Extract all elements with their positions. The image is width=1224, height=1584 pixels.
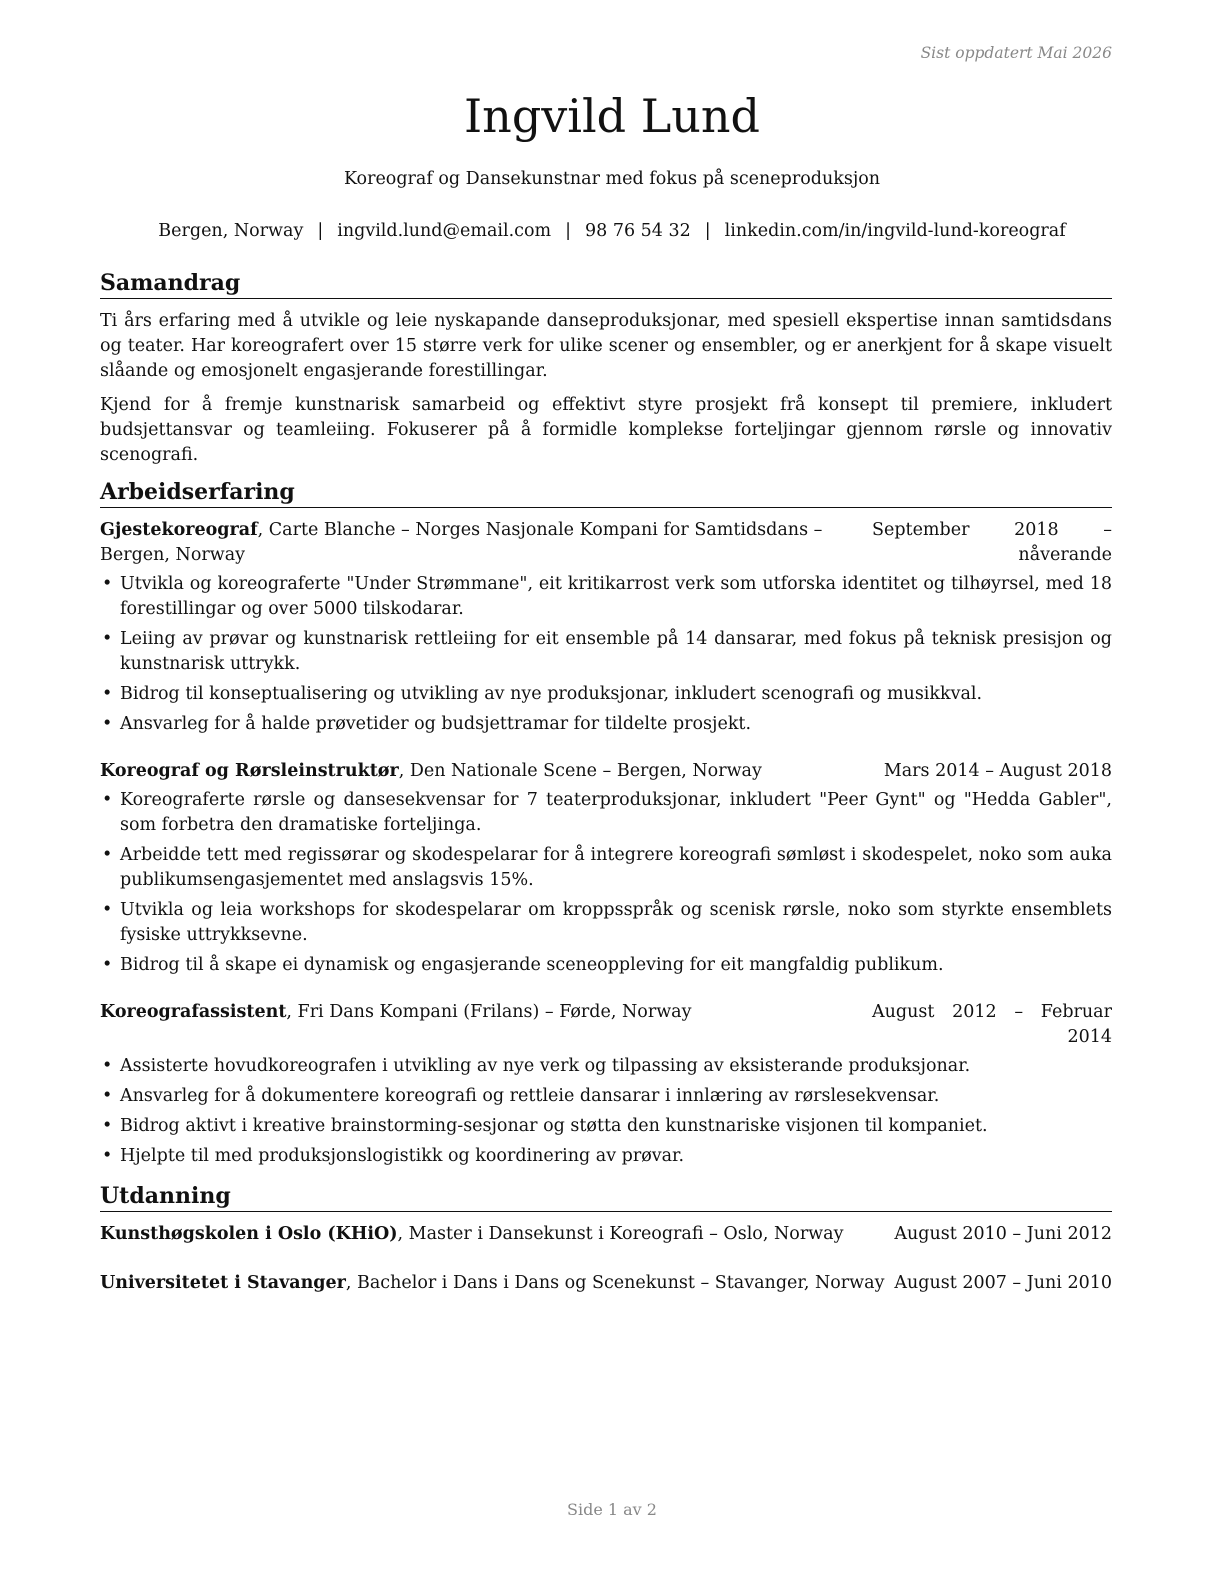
job-bullets [100, 788, 1112, 978]
job-dates: August 2012 – Februar 2014 [872, 1002, 1112, 1047]
job-title-line [100, 518, 864, 568]
contact-separator: | [565, 221, 571, 241]
education-school: Kunsthøgskolen i Oslo (KHiO) [100, 1224, 398, 1244]
job-role: Koreografassistent [100, 1002, 287, 1022]
job-header [100, 518, 1112, 568]
job-header [100, 1000, 1112, 1050]
job-employer: , Den Nationale Scene – Bergen, Norway [398, 761, 762, 781]
job-bullets [100, 1054, 1112, 1169]
candidate-name: Ingvild Lund [464, 89, 760, 143]
job-header [100, 759, 1112, 784]
section-title-experience: Arbeidserfaring [100, 477, 1112, 508]
section-title-summary: Samandrag [100, 268, 1112, 299]
list-item: • Assisterte hovudkoreografen i utvikling av nye verk og tilpassing av eksisterande produksjonar. [100, 1054, 1112, 1079]
contact-location: Bergen, Norway [158, 221, 304, 241]
resume-content [100, 268, 1112, 1320]
job-entry [100, 1000, 1112, 1169]
last-updated: Sist oppdatert Mai 2026 [920, 44, 1112, 62]
page-number: Side 1 av 2 [567, 1500, 657, 1519]
section-title-education: Utdanning [100, 1181, 1112, 1212]
job-role: Koreograf og Rørsleinstruktør [100, 761, 399, 781]
experience-section [100, 477, 1112, 1169]
education-dates: August 2007 – Juni 2010 [894, 1273, 1112, 1293]
list-item: • Ansvarleg for å dokumentere koreografi og rettleie dansarar i innlæring av rørslesekvensar. [100, 1084, 1112, 1109]
education-entry [100, 1222, 1112, 1247]
summary-section [100, 268, 1112, 468]
education-section [100, 1181, 1112, 1296]
summary-paragraph: Kjend for å fremje kunstnarisk samarbeid og effektivt styre prosjekt frå konsept til premiere, inkludert budsjettansvar og teamleiing. Fokuserer på å formidle komplekse forteljingar gjennom rørsle og innovativ scenografi. [100, 395, 1112, 465]
tagline: Koreograf og Dansekunstnar med fokus på sceneproduksjon [343, 169, 881, 189]
job-bullets [100, 572, 1112, 737]
summary-paragraph: Ti års erfaring med å utvikle og leie nyskapande danseproduksjonar, med spesiell ekspertise innan samtidsdans og teater. Har koreografert over 15 større verk for ulike scener og ensembler, og er anerkjent for å skape visuelt slåande og emosjonelt engasjerande forestillingar. [100, 311, 1112, 381]
list-item: • Arbeidde tett med regissørar og skodespelarar for å integrere koreografi sømløst i skodespelet, noko som auka publikumsengasjementet med anslagsvis 15%. [100, 843, 1112, 893]
education-title-line [100, 1271, 886, 1296]
job-dates: Mars 2014 – August 2018 [883, 761, 1112, 781]
education-entry [100, 1271, 1112, 1296]
education-dates: August 2010 – Juni 2012 [894, 1224, 1112, 1244]
list-item: • Hjelpte til med produksjonslogistikk og koordinering av prøvar. [100, 1144, 1112, 1169]
job-employer: , Fri Dans Kompani (Frilans) – Førde, Norway [286, 1002, 692, 1022]
contact-line [0, 218, 1224, 244]
list-item: • Bidrog aktivt i kreative brainstorming-sesjonar og støtta den kunstnariske visjonen til kompaniet. [100, 1114, 1112, 1139]
contact-separator: | [704, 221, 711, 241]
job-employer: , Carte Blanche – Norges Nasjonale Kompani for Samtidsdans – Bergen, Norway [100, 520, 823, 565]
contact-separator: | [317, 221, 324, 241]
job-dates: September 2018 – nåverande [872, 520, 1112, 565]
list-item: • Bidrog til å skape ei dynamisk og engasjerande sceneoppleving for eit mangfaldig publikum. [100, 953, 1112, 978]
job-title-line [100, 1000, 864, 1025]
job-title-line [100, 759, 876, 784]
education-school: Universitetet i Stavanger [100, 1273, 346, 1293]
job-role: Gjestekoreograf [100, 520, 258, 540]
education-title-line [100, 1222, 886, 1247]
job-entry [100, 759, 1112, 978]
list-item: • Bidrog til konseptualisering og utvikling av nye produksjonar, inkludert scenografi og musikkval. [100, 682, 1112, 707]
contact-email[interactable]: ingvild.lund@email.com [337, 221, 552, 241]
list-item: • Ansvarleg for å halde prøvetider og budsjettramar for tildelte prosjekt. [100, 712, 1112, 737]
job-entry [100, 518, 1112, 737]
list-item: • Koreograferte rørsle og dansesekvensar for 7 teaterproduksjonar, inkludert "Peer Gynt" og "Hedda Gabler", som forbetra den dramatiske forteljinga. [100, 788, 1112, 838]
list-item: • Leiing av prøvar og kunstnarisk rettleiing for eit ensemble på 14 dansarar, med fokus på teknisk presisjon og kunstnarisk uttrykk. [100, 627, 1112, 677]
education-degree: , Master i Dansekunst i Koreografi – Oslo, Norway [397, 1224, 844, 1244]
contact-phone: 98 76 54 32 [584, 221, 691, 241]
contact-linkedin[interactable]: linkedin.com/in/ingvild-lund-koreograf [724, 221, 1066, 241]
list-item: • Utvikla og leia workshops for skodespelarar om kroppsspråk og scenisk rørsle, noko som styrkte ensemblets fysiske uttrykksevne. [100, 898, 1112, 948]
list-item: • Utvikla og koreograferte "Under Strømmane", eit kritikarrost verk som utforska identitet og tilhøyrsel, med 18 forestillingar og over 5000 tilskodarar. [100, 572, 1112, 622]
education-degree: , Bachelor i Dans i Dans og Scenekunst – Stavanger, Norway [345, 1273, 885, 1293]
